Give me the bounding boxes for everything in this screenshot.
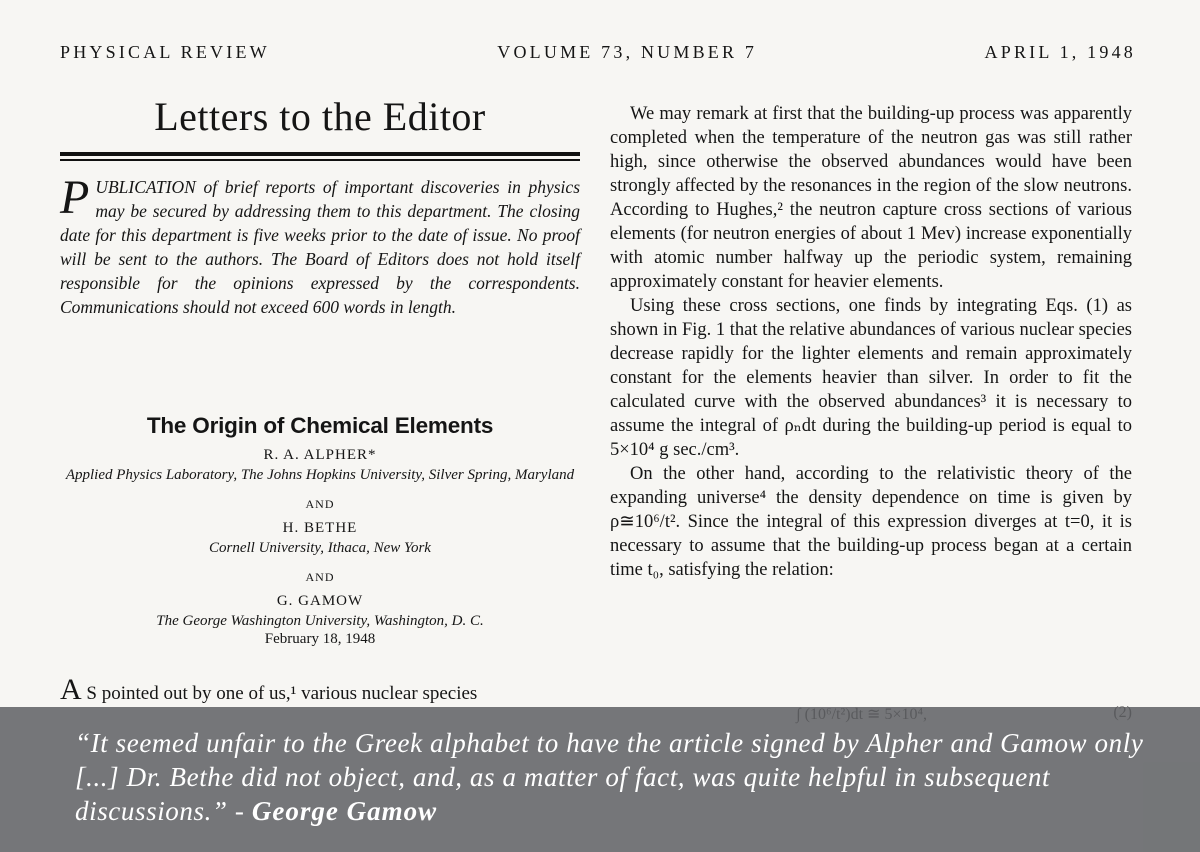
author-gamow: G. GAMOW: [276, 592, 364, 609]
affiliation-gamow: The George Washington University, Washington, D. C.: [156, 612, 484, 629]
journal-name: PHYSICAL REVIEW: [60, 42, 270, 62]
author-separator: AND: [305, 496, 335, 511]
article-title: The Origin of Chemical Elements: [146, 412, 494, 438]
author-separator: AND: [305, 569, 335, 584]
section-title: Letters to the Editor: [154, 94, 486, 139]
journal-header: [60, 42, 1136, 63]
article-first-line: S pointed out by one of us,¹ various nuclear species: [86, 682, 478, 704]
article-body-start: [60, 672, 580, 706]
received-date: February 18, 1948: [264, 630, 376, 647]
quote-author: George Gamow: [251, 796, 438, 826]
paragraph-1: We may remark at first that the building-up process was apparently completed when the temperature of the neutron gas was still rather high, since otherwise the observed abundances would have been strongly affected by the resonances in the region of the slow neutrons. According to Hughes,² the neutron capture cross sections of various elements (for neutron energies of about 1 Mev) increase exponentially with atomic number halfway up the periodic system, remaining approximately constant for heavier elements.: [610, 104, 1132, 292]
right-column: [610, 102, 1132, 582]
notice-text: UBLICATION of brief reports of important discoveries in physics may be secured by addressing them to this department. The closing date for this department is five weeks prior to the date of issue. No proof will be sent to the authors. The Board of Editors does not hold itself responsible for the opinions expressed by the correspondents. Communications should not exceed 600 words in length.: [60, 176, 580, 317]
article-dropcap: A: [60, 672, 82, 706]
affiliation-bethe: Cornell University, Ithaca, New York: [209, 539, 431, 556]
volume-number: VOLUME 73, NUMBER 7: [497, 42, 758, 62]
author-bethe: H. BETHE: [282, 519, 358, 536]
notice-dropcap: P: [60, 170, 90, 224]
issue-date: APRIL 1, 1948: [984, 42, 1136, 62]
paragraph-2: Using these cross sections, one finds by integrating Eqs. (1) as shown in Fig. 1 that the relative abundances of various nuclear species decrease rapidly for the lighter elements and remain approximately constant for the elements heavier than silver. In order to fit the calculated curve with the observed abundances³ it is necessary to assume the integral of ρₙdt during the building-up period is equal to 5×10⁴ g sec./cm³.: [610, 296, 1132, 460]
paragraph-3: On the other hand, according to the relativistic theory of the expanding universe⁴ the density dependence on time is given by ρ≅10⁶/t². Since the integral of this expression diverges at t=0, it is necessary to assume that the building-up process began at a certain time t₀, satisfying the relation:: [610, 464, 1132, 580]
editorial-notice: [60, 170, 580, 319]
left-column: [60, 92, 580, 706]
affiliation-alpher: Applied Physics Laboratory, The Johns Hopkins University, Silver Spring, Maryland: [65, 466, 575, 483]
author-alpher: R. A. ALPHER*: [263, 446, 377, 463]
gamow-quote: [75, 726, 1155, 828]
title-rule-thin: [60, 159, 580, 161]
title-rule-thick: [60, 152, 580, 156]
quote-text: “It seemed unfair to the Greek alphabet to have the article signed by Alpher and Gamow only [...] Dr. Bethe did not object, and, as a matter of fact, was quite helpful in subsequent discussions.” -: [75, 728, 1144, 826]
